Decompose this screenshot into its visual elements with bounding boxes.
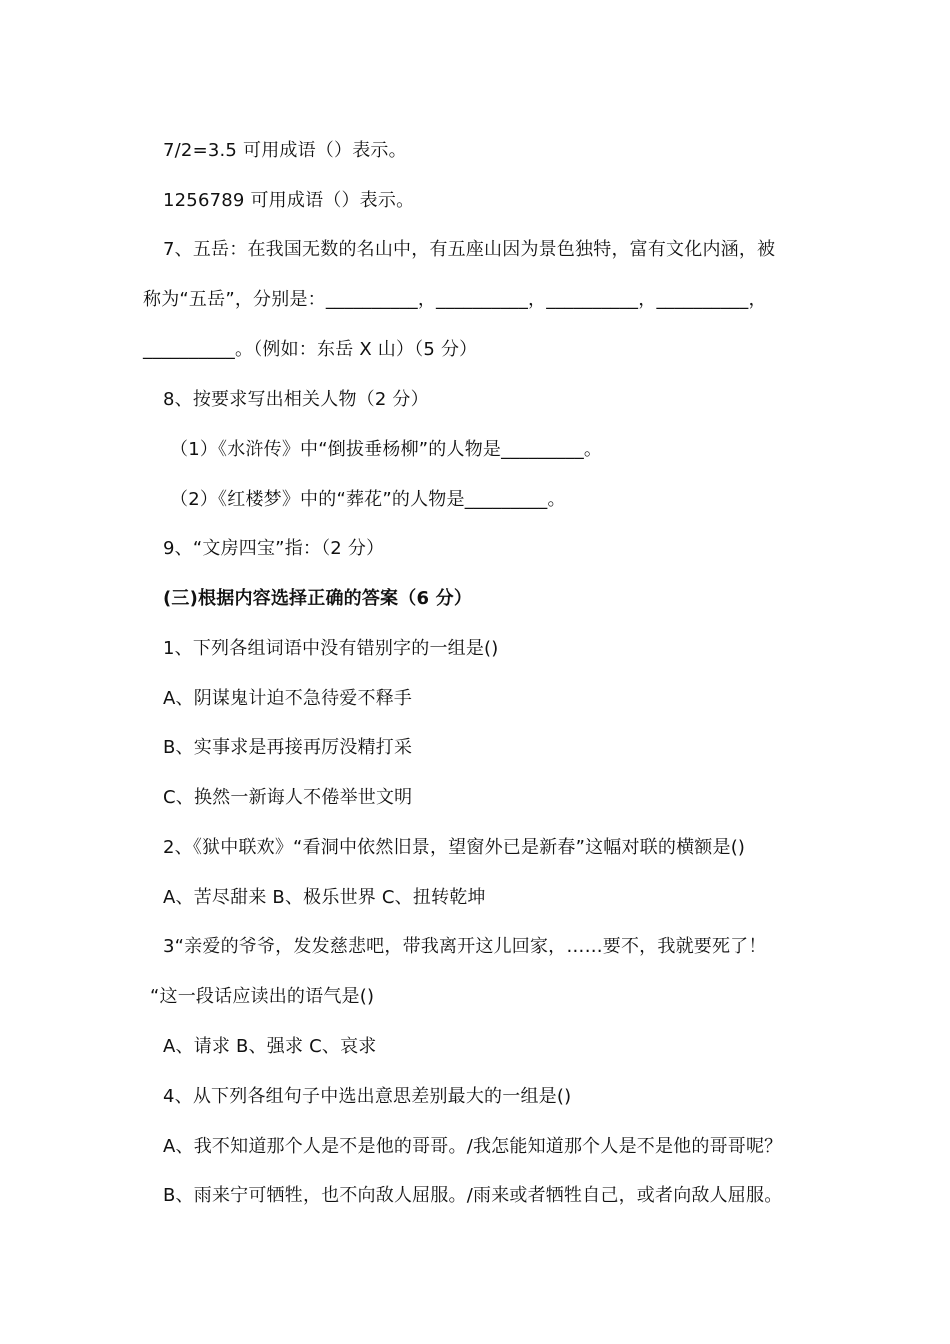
mc-question-1-option-c: C、换然一新诲人不倦举世文明 — [163, 787, 413, 808]
mc-question-3-line-1: 3“亲爱的爷爷，发发慈悲吧，带我离开这儿回家，……要不，我就要死了！ — [163, 936, 767, 957]
question-8-heading: 8、按要求写出相关人物（2 分） — [163, 389, 429, 410]
question-7-line-2: 称为“五岳”，分别是：__________，__________，__________，__________， — [143, 289, 767, 310]
mc-question-2-options: A、苦尽甜来 B、极乐世界 C、扭转乾坤 — [163, 887, 486, 908]
mc-question-3-line-2: “这一段话应读出的语气是() — [150, 986, 375, 1007]
question-7-line-1: 7、五岳：在我国无数的名山中，有五座山因为景色独特，富有文化内涵，被 — [163, 239, 776, 260]
idiom-question-line-1: 7/2=3.5 可用成语（）表示。 — [163, 140, 407, 161]
question-9: 9、“文房四宝”指：（2 分） — [163, 538, 385, 559]
mc-question-3-options: A、请求 B、强求 C、哀求 — [163, 1036, 377, 1057]
mc-question-2: 2、《狱中联欢》“看洞中依然旧景，望窗外已是新春”这幅对联的横额是() — [163, 837, 746, 858]
question-8-item-2: （2）《红楼梦》中的“葬花”的人物是_________。 — [170, 489, 566, 510]
question-7-line-3: __________。（例如：东岳 X 山）（5 分） — [143, 339, 478, 360]
mc-question-1-option-a: A、阴谋鬼计迫不急待爱不释手 — [163, 688, 413, 709]
question-8-item-1: （1）《水浒传》中“倒拔垂杨柳”的人物是_________。 — [170, 439, 603, 460]
mc-question-1: 1、下列各组词语中没有错别字的一组是() — [163, 638, 499, 659]
section-3-heading: (三)根据内容选择正确的答案（6 分） — [163, 588, 473, 609]
mc-question-4: 4、从下列各组句子中选出意思差别最大的一组是() — [163, 1086, 572, 1107]
idiom-question-line-2: 1256789 可用成语（）表示。 — [163, 190, 415, 211]
mc-question-4-option-b: B、雨来宁可牺牲，也不向敌人屈服。/雨来或者牺牲自己，或者向敌人屈服。 — [163, 1185, 783, 1206]
mc-question-4-option-a: A、我不知道那个人是不是他的哥哥。/我怎能知道那个人是不是他的哥哥呢？ — [163, 1136, 783, 1157]
mc-question-1-option-b: B、实事求是再接再厉没精打采 — [163, 737, 413, 758]
